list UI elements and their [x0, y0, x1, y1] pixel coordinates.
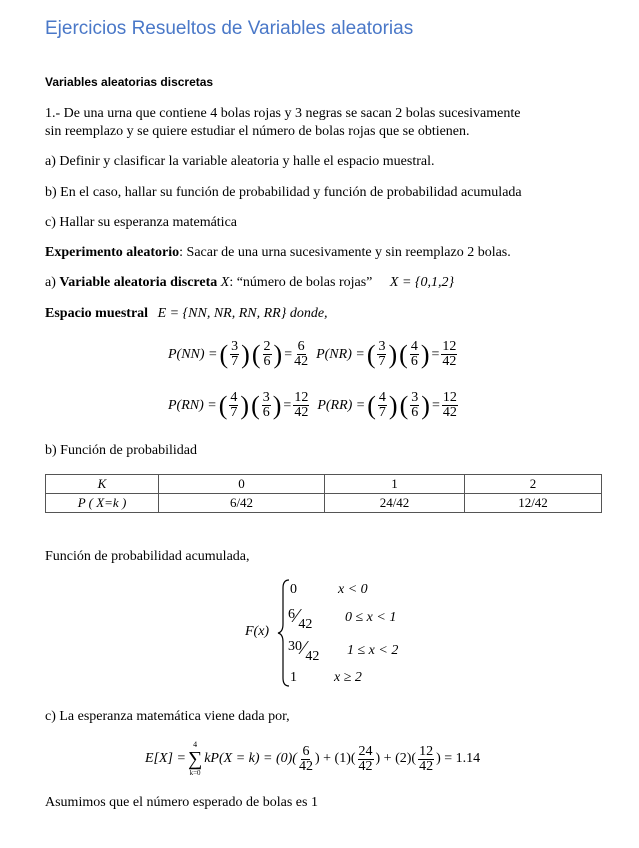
prn-factor-1: $\frac{4}{7}$ — [230, 390, 238, 420]
variable-line — [45, 274, 454, 292]
pnr-factor-1: $\frac{3}{7}$ — [378, 339, 386, 369]
table-cell: P ( X=k ) — [46, 494, 159, 513]
prr-result: $\frac{12}{42}$ — [442, 390, 457, 420]
table-header-cell: K — [46, 475, 159, 494]
prob-function-label: b) Función de probabilidad — [45, 443, 198, 458]
page-title: Ejercicios Resueltos de Variables aleatorias — [45, 18, 414, 39]
variable-label: Variable aleatoria discreta — [59, 275, 218, 290]
pnn-factor-1: $\frac{3}{7}$ — [231, 339, 239, 369]
cdf-brace-icon — [277, 578, 291, 688]
cumulative-label: Función de probabilidad acumulada, — [45, 549, 250, 564]
question-b: b) En el caso, hallar su función de probabilidad y función de probabilidad acumulada — [45, 185, 522, 200]
table-row — [46, 475, 602, 494]
prob-row-2: P(RN) = ( $\frac{4}{7}$ ) ( $\frac{3}{6}$ ) = $\frac{12}{42}$ P(RR) = ( $\frac{4}{7}$ ) ( $\frac{3}{6}$ ) = $\frac{12}{42}$ — [168, 390, 457, 420]
cdf-c4: x ≥ 2 — [334, 670, 362, 685]
expect-end: ) = 1.14 — [436, 751, 481, 766]
cdf-lhs: F(x) — [245, 624, 270, 639]
experiment-label: Experimento aleatorio — [45, 245, 180, 260]
table-header-cell: 2 — [465, 475, 602, 494]
question-c: c) Hallar su esperanza matemática — [45, 215, 238, 230]
pnn-factor-2: $\frac{2}{6}$ — [263, 339, 271, 369]
expect-frac-2: $\frac{24}{42}$ — [358, 743, 373, 774]
cdf-c1: x < 0 — [338, 582, 368, 597]
cdf-v4: 1 — [290, 670, 297, 685]
cdf-v3: 30⁄42 — [288, 637, 320, 664]
expectation-label: c) La esperanza matemática viene dada por, — [45, 709, 290, 724]
expect-frac-1: $\frac{6}{42}$ — [298, 743, 313, 774]
prn-result: $\frac{12}{42}$ — [294, 390, 309, 420]
variable-symbol: X — [220, 275, 230, 290]
question-a: a) Definir y clasificar la variable aleatoria y halle el espacio muestral. — [45, 154, 435, 169]
table-row — [46, 494, 602, 513]
pnr-factor-2: $\frac{4}{6}$ — [410, 339, 418, 369]
expectation-formula — [145, 740, 480, 778]
prn-factor-2: $\frac{3}{6}$ — [262, 390, 270, 420]
pnn-result: $\frac{6}{42}$ — [294, 339, 309, 369]
prob-row-1: P(NN) = ( $\frac{3}{7}$ ) ( $\frac{2}{6}$ ) = $\frac{6}{42}$ P(NR) = ( $\frac{3}{7}$ ) ( $\frac{4}{6}$ ) = $\frac{12}{42}$ — [168, 339, 457, 369]
pnn-lhs: P(NN) = — [168, 346, 218, 362]
variable-range: X = {0,1,2} — [389, 275, 455, 290]
variable-prefix: a) — [45, 275, 60, 290]
prr-lhs: P(RR) = — [317, 397, 366, 413]
section-heading: Variables aleatorias discretas — [45, 75, 214, 89]
table-cell: 12/42 — [465, 494, 602, 513]
cdf-v2: 6⁄42 — [288, 605, 313, 632]
table-header-cell: 0 — [159, 475, 325, 494]
sample-space-line — [45, 305, 328, 323]
problem-line-1: 1.- De una urna que contiene 4 bolas rojas y 3 negras se sacan 2 bolas sucesivamente — [45, 106, 521, 121]
cdf-c2: 0 ≤ x < 1 — [345, 610, 397, 625]
table-cell: 24/42 — [325, 494, 465, 513]
prn-lhs: P(RN) = — [168, 397, 217, 413]
expect-mid-2: ) + (2)( — [375, 751, 417, 766]
expect-body: kP(X = k) = (0)( — [204, 751, 297, 766]
prr-factor-2: $\frac{3}{6}$ — [411, 390, 419, 420]
table-cell: 6/42 — [159, 494, 325, 513]
cdf-v1: 0 — [290, 582, 297, 597]
experiment-line — [45, 244, 511, 262]
experiment-text: : Sacar de una urna sucesivamente y sin reemplazo 2 bolas. — [179, 245, 511, 260]
cdf-c3: 1 ≤ x < 2 — [347, 643, 399, 658]
prr-factor-1: $\frac{4}{7}$ — [378, 390, 386, 420]
pnr-result: $\frac{12}{42}$ — [442, 339, 457, 369]
problem-line-2: sin reemplazo y se quiere estudiar el número de bolas rojas que se obtienen. — [45, 124, 470, 139]
sample-space-label: Espacio muestral — [45, 306, 149, 321]
sample-space-text: E = {NN, NR, RN, RR} donde, — [157, 306, 328, 321]
expect-lhs: E[X] = — [145, 751, 186, 766]
probability-table — [45, 474, 602, 513]
sum-symbol: 4 ∑ k=0 — [187, 740, 203, 777]
conclusion: Asumimos que el número esperado de bolas es 1 — [45, 795, 318, 810]
pnr-lhs: P(NR) = — [316, 346, 365, 362]
table-header-cell: 1 — [325, 475, 465, 494]
expect-mid-1: ) + (1)( — [314, 751, 356, 766]
variable-text: : “número de bolas rojas” — [229, 275, 373, 290]
expect-frac-3: $\frac{12}{42}$ — [419, 743, 434, 774]
